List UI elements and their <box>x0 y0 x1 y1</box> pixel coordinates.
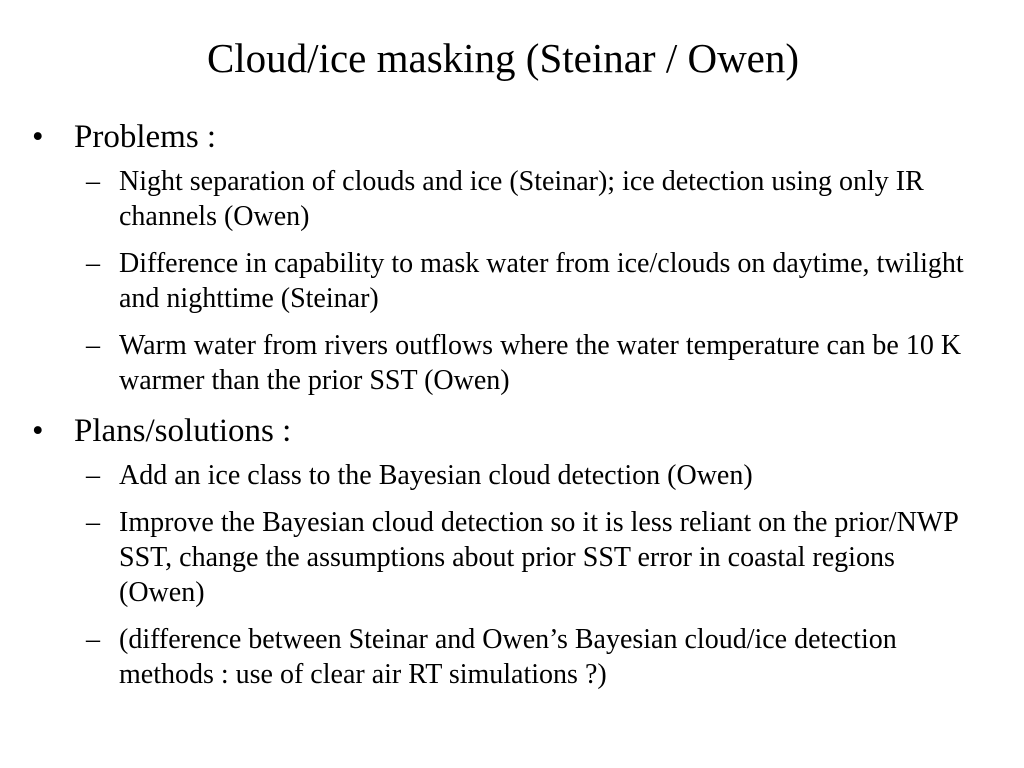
sub-bullet-dash: – <box>86 166 100 197</box>
bullet-dot: • <box>32 119 44 155</box>
sub-bullet-dash: – <box>86 460 100 491</box>
bullet-dot: • <box>32 413 44 449</box>
sub-bullet-dash: – <box>86 248 100 279</box>
sub-bullet <box>0 164 1000 234</box>
sub-bullet-text: Warm water from rivers outflows where the water temperature can be 10 K warmer than the prior SST (Owen) <box>119 330 962 396</box>
sub-bullet-text: Improve the Bayesian cloud detection so it is less reliant on the prior/NWP SST, change the assumptions about prior SST error in coastal regions (Owen) <box>119 507 958 608</box>
sub-bullet-dash: – <box>86 624 100 655</box>
sub-bullet-text: Night separation of clouds and ice (Steinar); ice detection using only IR channels (Owen) <box>119 166 924 232</box>
sub-bullet-text: (difference between Steinar and Owen’s Bayesian cloud/ice detection methods : use of clear air RT simulations ?) <box>119 624 897 690</box>
sub-bullet-text: Difference in capability to mask water from ice/clouds on daytime, twilight and nighttime (Steinar) <box>119 248 964 314</box>
slide-title: Cloud/ice masking (Steinar / Owen) <box>206 35 800 81</box>
sub-bullet <box>0 246 1000 316</box>
sub-bullet-dash: – <box>86 507 100 538</box>
sub-bullet <box>0 328 1000 398</box>
bullet-heading: Problems : <box>74 119 217 155</box>
bullet-plans-solutions <box>0 410 1000 452</box>
sub-bullet <box>0 458 1000 493</box>
sub-bullet <box>0 622 1000 692</box>
slide-body <box>0 116 1000 704</box>
bullet-heading: Plans/solutions : <box>74 413 292 449</box>
sub-bullet-text: Add an ice class to the Bayesian cloud detection (Owen) <box>119 460 753 491</box>
bullet-problems <box>0 116 1000 158</box>
sub-bullet <box>0 505 1000 610</box>
sub-bullet-dash: – <box>86 330 100 361</box>
